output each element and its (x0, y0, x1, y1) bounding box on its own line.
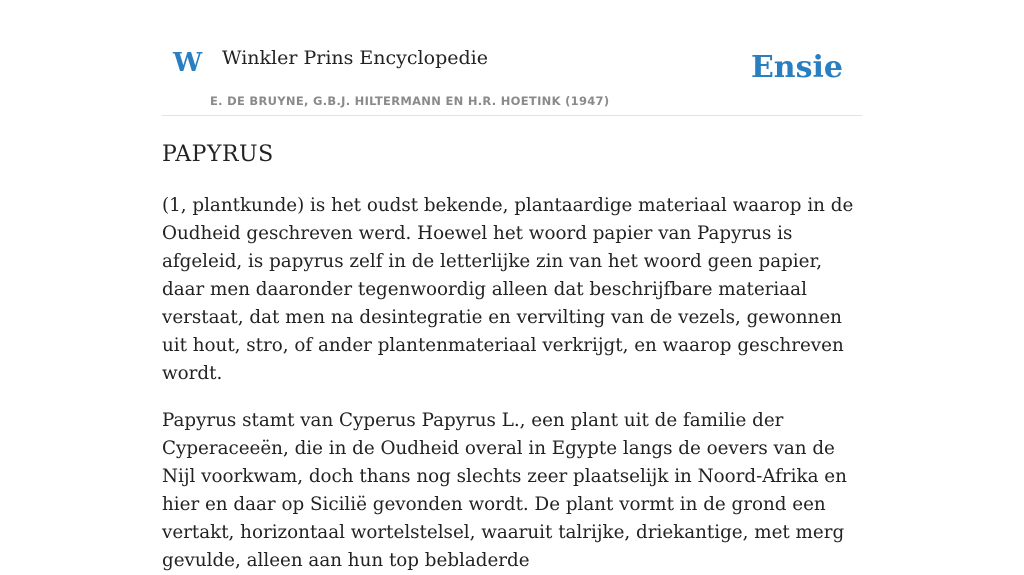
article-headword: PAPYRUS (162, 142, 274, 167)
source-title[interactable]: Winkler Prins Encyclopedie (222, 47, 488, 69)
winkler-prins-logo[interactable]: W (173, 48, 203, 78)
ensie-logo[interactable]: Ensie (750, 50, 843, 85)
article-paragraph-1: (1, plantkunde) is het oudst bekende, plantaardige materiaal waarop in de Oudheid geschreven werd. Hoewel het woord papier van Papyrus is afgeleid, is papyrus zelf in de letterlijke zin van het woord geen papier, daar men daaronder tegenwoordig alleen dat beschrijfbare materiaal verstaat, dat men na desintegratie en vervilting van de vezels, gewonnen uit hout, stro, of ander plantenmateriaal verkrijgt, en waarop geschreven wordt. (162, 195, 854, 385)
source-authors: E. DE BRUYNE, G.B.J. HILTERMANN EN H.R. HOETINK (1947) (210, 94, 610, 108)
article-paragraph-2: Papyrus stamt van Cyperus Papyrus L., een plant uit de familie der Cyperaceeën, die in de Oudheid overal in Egypte langs de oevers van de Nijl voorkwam, doch thans nog slechts zeer plaatselijk in Noord-Afrika en hier en daar op Sicilië gevonden wordt. De plant vormt in de grond een vertakt, horizontaal wortelstelsel, waaruit talrijke, driekantige, met merg gevulde, alleen aan hun top bebladerde (162, 410, 847, 572)
page (162, 0, 862, 575)
site-header (162, 0, 862, 116)
